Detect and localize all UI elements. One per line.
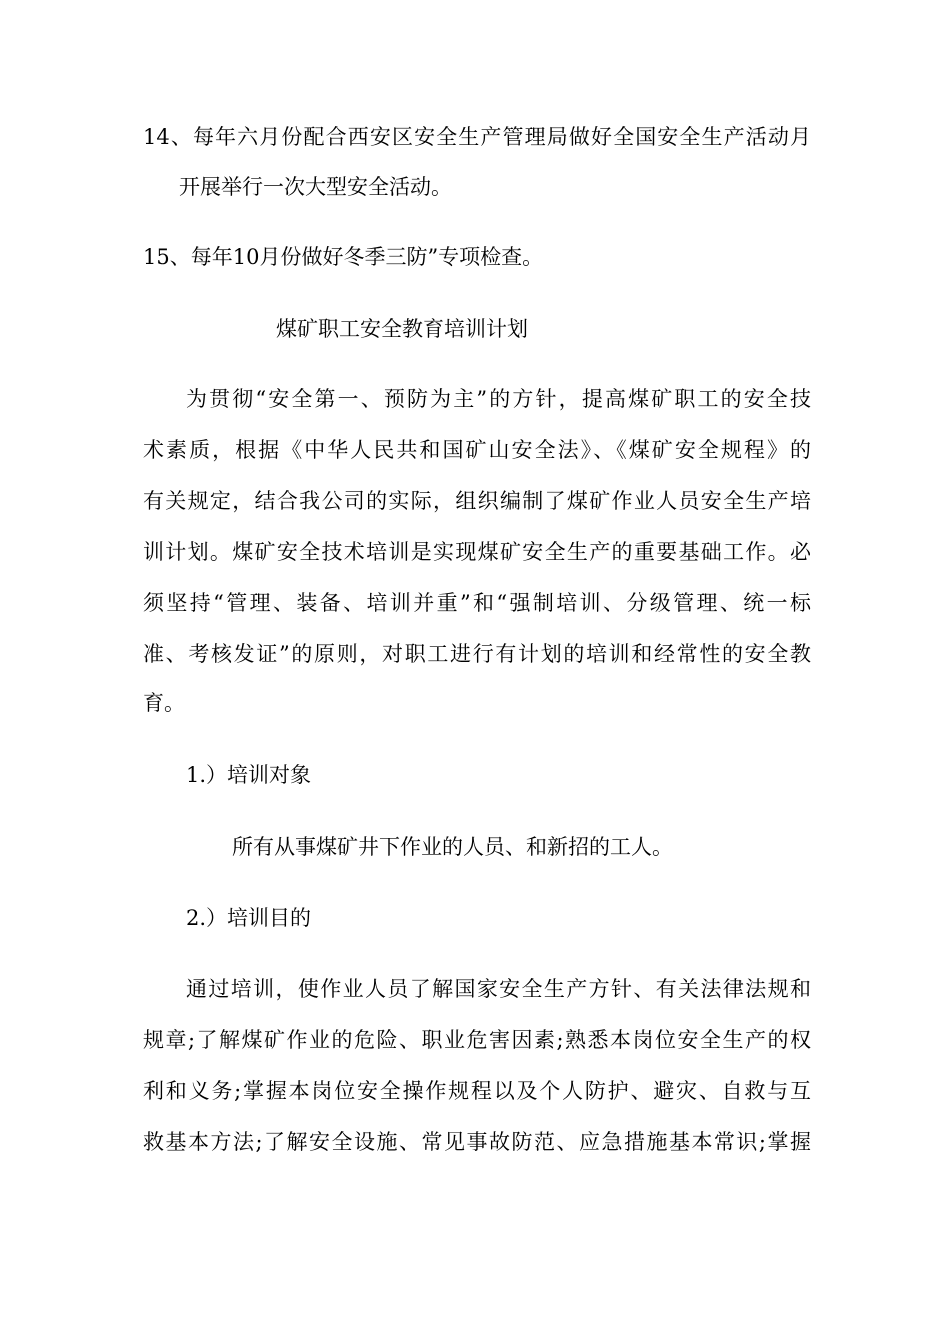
purpose-line-3: 利和义务;掌握本岗位安全操作规程以及个人防护、避灾、自救与互 [143,1079,811,1103]
intro-line-1: 为贯彻“安全第一、预防为主”的方针，提高煤矿职工的安全技 [186,387,811,411]
intro-line-3: 有关规定，结合我公司的实际，组织编制了煤矿作业人员安全生产培 [143,489,811,513]
intro-line-4: 训计划。煤矿安全技术培训是实现煤矿安全生产的重要基础工作。必 [143,540,811,564]
purpose-line-2: 规章;了解煤矿作业的危险、职业危害因素;熟悉本岗位安全生产的权 [143,1028,811,1052]
heading-training-purpose: 2.）培训目的 [186,906,312,930]
section-title: 煤矿职工安全教育培训计划 [276,317,528,341]
intro-line-6: 准、考核发证”的原则，对职工进行有计划的培训和经常性的安全教 [143,642,811,666]
item-14-line-1: 14、每年六月份配合西安区安全生产管理局做好全国安全生产活动月 [143,125,811,149]
training-target-text: 所有从事煤矿井下作业的人员、和新招的工人。 [232,835,673,859]
item-15: 15、每年10月份做好冬季三防”专项检查。 [143,245,544,269]
intro-line-7: 育。 [143,691,185,715]
purpose-line-1: 通过培训，使作业人员了解国家安全生产方针、有关法律法规和 [186,977,811,1001]
purpose-line-4: 救基本方法;了解安全设施、常见事故防范、应急措施基本常识;掌握 [143,1130,811,1154]
intro-line-2: 术素质，根据《中华人民共和国矿山安全法》、《煤矿安全规程》的 [143,438,811,462]
intro-line-5: 须坚持“管理、装备、培训并重”和“强制培训、分级管理、统一标 [143,591,811,615]
item-14-line-2: 开展举行一次大型安全活动。 [179,175,452,199]
heading-training-target: 1.）培训对象 [186,763,312,787]
